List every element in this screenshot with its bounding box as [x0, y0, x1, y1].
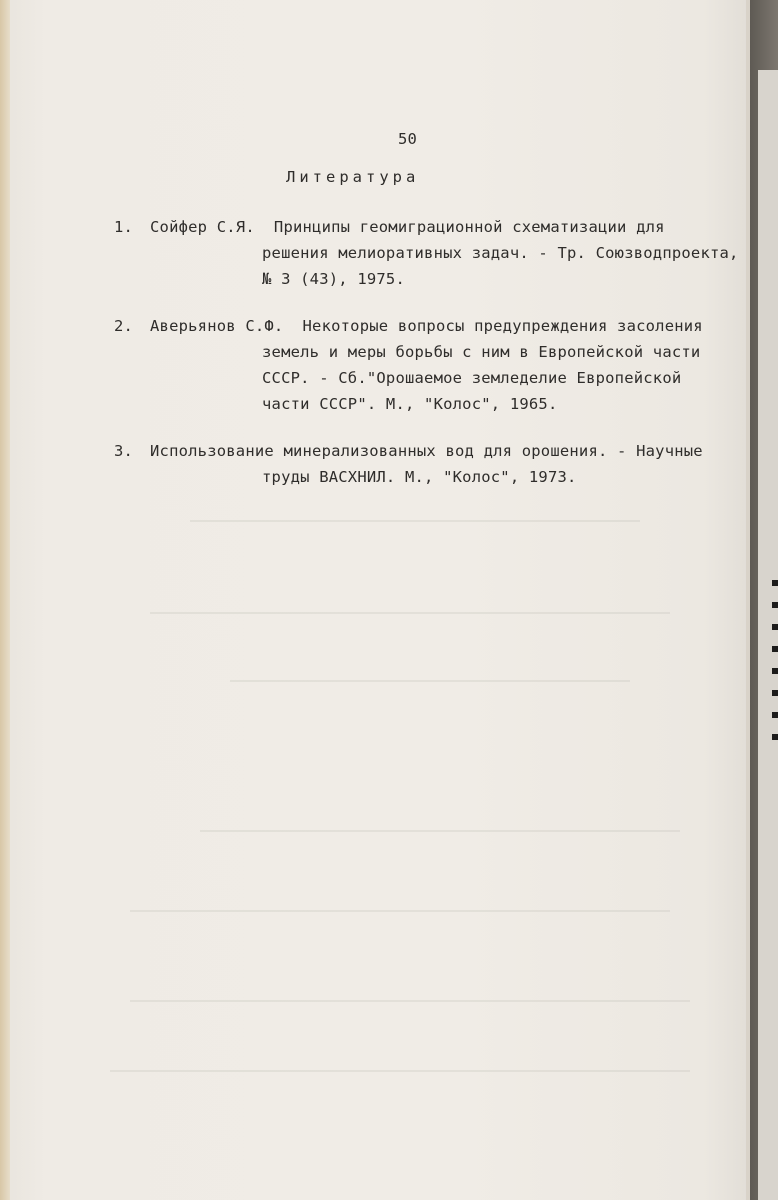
bleed-through	[130, 1000, 690, 1002]
bleed-through	[230, 680, 630, 682]
reference-line: Аверьянов С.Ф. Некоторые вопросы предупреждения засоления	[150, 317, 703, 335]
reference-line: Сойфер С.Я. Принципы геомиграционной схематизации для	[150, 218, 665, 236]
bibliography-heading: Литература	[286, 168, 420, 186]
reference-number: 1.	[114, 218, 134, 236]
reference-line: земель и меры борьбы с ним в Европейской части	[262, 343, 701, 361]
bleed-through	[150, 612, 670, 614]
reference-line: решения мелиоративных задач. - Тр. Союзводпроекта,	[262, 244, 739, 262]
page-number: 50	[398, 130, 418, 148]
page-edge	[0, 0, 10, 1200]
bleed-through	[110, 1070, 690, 1072]
reference-line: Использование минерализованных вод для орошения. - Научные	[150, 442, 703, 460]
reference-number: 2.	[114, 317, 134, 335]
reference-line: СССР. - Сб."Орошаемое земледелие Европейской	[262, 369, 682, 387]
reference-line: № 3 (43), 1975.	[262, 270, 405, 288]
bleed-through	[130, 910, 670, 912]
reference-line: части СССР". М., "Колос", 1965.	[262, 395, 558, 413]
bleed-through	[190, 520, 640, 522]
reference-number: 3.	[114, 442, 134, 460]
bleed-through	[200, 830, 680, 832]
adjacent-page-text-fragment	[772, 580, 778, 740]
reference-line: труды ВАСХНИЛ. М., "Колос", 1973.	[262, 468, 577, 486]
